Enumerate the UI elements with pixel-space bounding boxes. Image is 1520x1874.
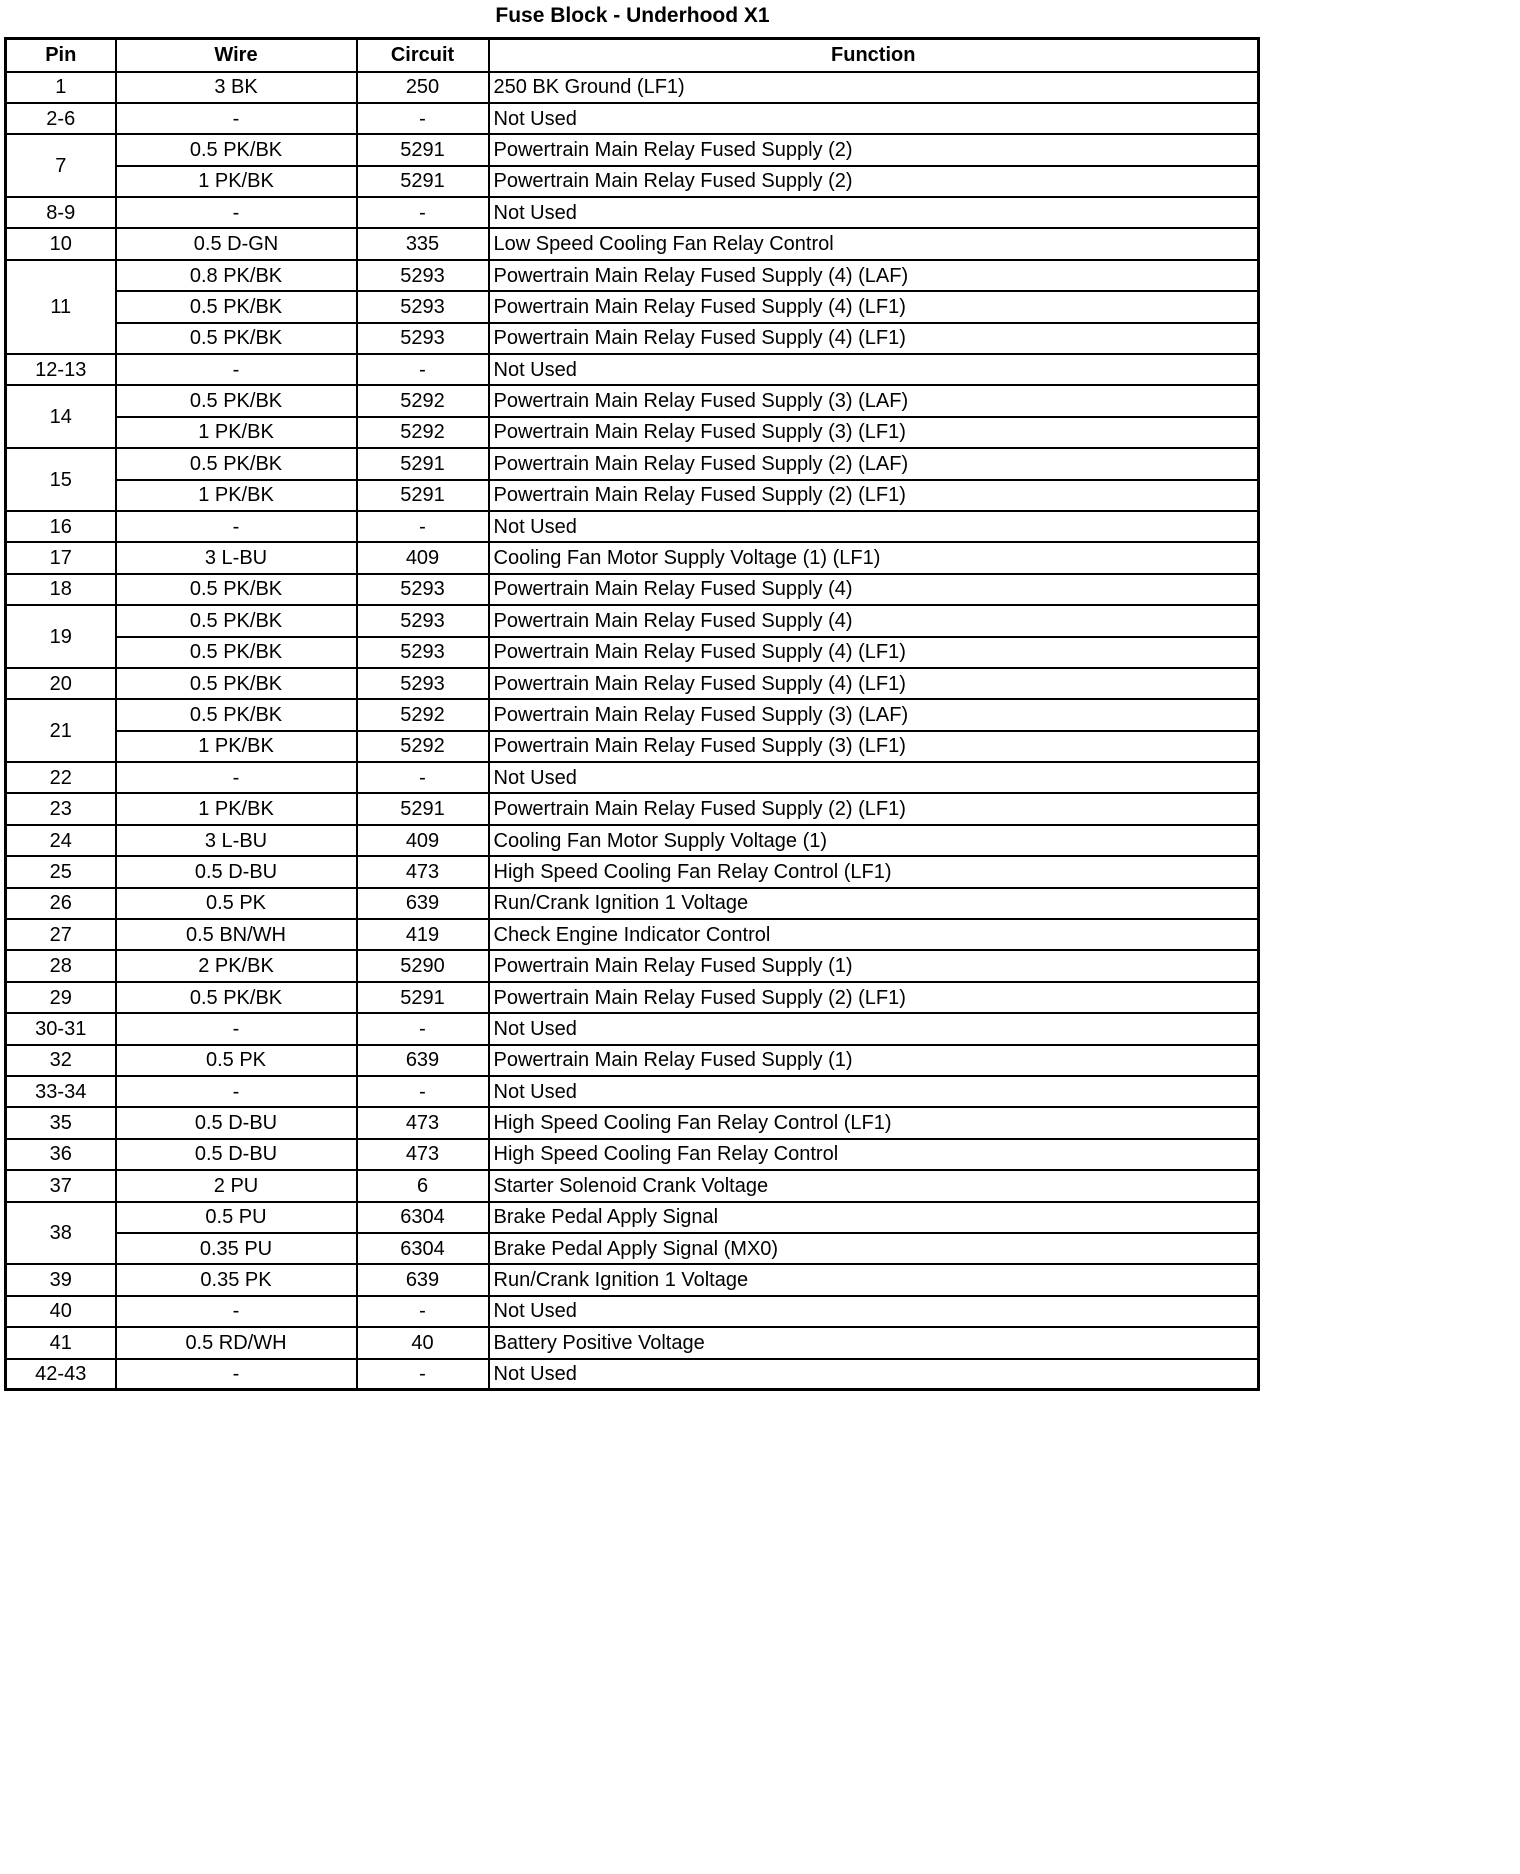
circuit-cell: - [357, 197, 489, 228]
table-row [6, 228, 1259, 259]
function-cell: Powertrain Main Relay Fused Supply (4) [489, 574, 1259, 605]
wire-cell: 0.5 PK/BK [116, 605, 357, 636]
pin-cell: 20 [6, 668, 116, 699]
wire-cell: 1 PK/BK [116, 793, 357, 824]
function-cell: Powertrain Main Relay Fused Supply (1) [489, 950, 1259, 981]
table-row [6, 1264, 1259, 1295]
circuit-cell: - [357, 1013, 489, 1044]
table-row [6, 166, 1259, 197]
pin-cell: 21 [6, 699, 116, 762]
table-row [6, 982, 1259, 1013]
function-cell: Not Used [489, 1013, 1259, 1044]
circuit-cell: 5291 [357, 480, 489, 511]
pin-cell: 24 [6, 825, 116, 856]
function-cell: Not Used [489, 354, 1259, 385]
circuit-cell: 409 [357, 542, 489, 573]
pin-cell: 41 [6, 1327, 116, 1358]
pin-cell: 39 [6, 1264, 116, 1295]
pin-cell: 40 [6, 1296, 116, 1327]
function-cell: Run/Crank Ignition 1 Voltage [489, 1264, 1259, 1295]
header-function: Function [489, 39, 1259, 72]
circuit-cell: 5293 [357, 605, 489, 636]
table-row [6, 323, 1259, 354]
circuit-cell: 473 [357, 1139, 489, 1170]
function-cell: Powertrain Main Relay Fused Supply (3) (LF1) [489, 417, 1259, 448]
table-row [6, 291, 1259, 322]
circuit-cell: 6 [357, 1170, 489, 1201]
circuit-cell: 5293 [357, 637, 489, 668]
function-cell: Powertrain Main Relay Fused Supply (4) (LF1) [489, 637, 1259, 668]
table-row [6, 637, 1259, 668]
table-row [6, 542, 1259, 573]
function-cell: Powertrain Main Relay Fused Supply (4) (LF1) [489, 291, 1259, 322]
table-row [6, 793, 1259, 824]
page-title: Fuse Block - Underhood X1 [495, 4, 770, 27]
table-row [6, 385, 1259, 416]
function-cell: Powertrain Main Relay Fused Supply (2) (LF1) [489, 480, 1259, 511]
wire-cell: 3 BK [116, 72, 357, 103]
table-row [6, 1076, 1259, 1107]
wire-cell: - [116, 511, 357, 542]
circuit-cell: - [357, 762, 489, 793]
pin-cell: 42-43 [6, 1359, 116, 1390]
wire-cell: 0.5 PK/BK [116, 574, 357, 605]
table-row [6, 1359, 1259, 1390]
wire-cell: 0.5 PK/BK [116, 637, 357, 668]
pin-cell: 14 [6, 385, 116, 448]
pin-cell: 25 [6, 856, 116, 887]
wire-cell: - [116, 103, 357, 134]
wire-cell: 0.5 D-BU [116, 1107, 357, 1138]
circuit-cell: 639 [357, 888, 489, 919]
circuit-cell: - [357, 103, 489, 134]
circuit-cell: 5293 [357, 291, 489, 322]
circuit-cell: 5291 [357, 982, 489, 1013]
pin-cell: 16 [6, 511, 116, 542]
circuit-cell: 250 [357, 72, 489, 103]
function-cell: Starter Solenoid Crank Voltage [489, 1170, 1259, 1201]
circuit-cell: 5291 [357, 793, 489, 824]
circuit-cell: 5292 [357, 385, 489, 416]
function-cell: Powertrain Main Relay Fused Supply (2) (LF1) [489, 982, 1259, 1013]
wire-cell: 0.35 PK [116, 1264, 357, 1295]
wire-cell: 1 PK/BK [116, 480, 357, 511]
pin-cell: 8-9 [6, 197, 116, 228]
circuit-cell: 5291 [357, 448, 489, 479]
wire-cell: - [116, 197, 357, 228]
wire-cell: 2 PK/BK [116, 950, 357, 981]
wire-cell: 0.5 BN/WH [116, 919, 357, 950]
pin-cell: 23 [6, 793, 116, 824]
wire-cell: 0.35 PU [116, 1233, 357, 1264]
function-cell: Not Used [489, 1359, 1259, 1390]
wire-cell: 2 PU [116, 1170, 357, 1201]
wire-cell: 0.5 PK/BK [116, 385, 357, 416]
wire-cell: 0.5 D-GN [116, 228, 357, 259]
circuit-cell: 473 [357, 856, 489, 887]
table-row [6, 354, 1259, 385]
circuit-cell: - [357, 511, 489, 542]
header-pin: Pin [6, 39, 116, 72]
pin-cell: 7 [6, 134, 116, 197]
pin-cell: 2-6 [6, 103, 116, 134]
function-cell: Battery Positive Voltage [489, 1327, 1259, 1358]
pin-cell: 26 [6, 888, 116, 919]
wire-cell: 0.5 PK/BK [116, 291, 357, 322]
pin-cell: 38 [6, 1202, 116, 1265]
function-cell: Not Used [489, 197, 1259, 228]
table-row [6, 260, 1259, 291]
circuit-cell: 5293 [357, 574, 489, 605]
circuit-cell: - [357, 354, 489, 385]
circuit-cell: 5292 [357, 731, 489, 762]
table-row [6, 1327, 1259, 1358]
table-row [6, 668, 1259, 699]
table-row [6, 448, 1259, 479]
pinout-table [4, 37, 1260, 1391]
wire-cell: 0.5 PK/BK [116, 699, 357, 730]
function-cell: Powertrain Main Relay Fused Supply (3) (LAF) [489, 385, 1259, 416]
circuit-cell: 5290 [357, 950, 489, 981]
function-cell: High Speed Cooling Fan Relay Control [489, 1139, 1259, 1170]
function-cell: Powertrain Main Relay Fused Supply (3) (LF1) [489, 731, 1259, 762]
wire-cell: - [116, 1296, 357, 1327]
pin-cell: 30-31 [6, 1013, 116, 1044]
function-cell: Not Used [489, 103, 1259, 134]
circuit-cell: 5291 [357, 134, 489, 165]
function-cell: Powertrain Main Relay Fused Supply (4) (LAF) [489, 260, 1259, 291]
pin-cell: 32 [6, 1045, 116, 1076]
circuit-cell: 6304 [357, 1202, 489, 1233]
table-row [6, 950, 1259, 981]
function-cell: Run/Crank Ignition 1 Voltage [489, 888, 1259, 919]
wire-cell: 1 PK/BK [116, 166, 357, 197]
function-cell: Powertrain Main Relay Fused Supply (2) (LAF) [489, 448, 1259, 479]
function-cell: Not Used [489, 511, 1259, 542]
pin-cell: 22 [6, 762, 116, 793]
pin-cell: 27 [6, 919, 116, 950]
pin-cell: 33-34 [6, 1076, 116, 1107]
function-cell: Brake Pedal Apply Signal (MX0) [489, 1233, 1259, 1264]
circuit-cell: 5291 [357, 166, 489, 197]
function-cell: Powertrain Main Relay Fused Supply (3) (LAF) [489, 699, 1259, 730]
function-cell: Powertrain Main Relay Fused Supply (4) [489, 605, 1259, 636]
function-cell: Powertrain Main Relay Fused Supply (4) (LF1) [489, 323, 1259, 354]
function-cell: High Speed Cooling Fan Relay Control (LF1) [489, 856, 1259, 887]
wire-cell: - [116, 762, 357, 793]
wire-cell: 0.5 PK/BK [116, 668, 357, 699]
table-row [6, 699, 1259, 730]
table-row [6, 511, 1259, 542]
table-row [6, 762, 1259, 793]
table-row [6, 197, 1259, 228]
circuit-cell: 335 [357, 228, 489, 259]
circuit-cell: 5293 [357, 668, 489, 699]
pin-cell: 18 [6, 574, 116, 605]
circuit-cell: 5292 [357, 699, 489, 730]
table-row [6, 1296, 1259, 1327]
table-header-row [6, 39, 1259, 72]
wire-cell: 1 PK/BK [116, 731, 357, 762]
function-cell: Cooling Fan Motor Supply Voltage (1) [489, 825, 1259, 856]
wire-cell: 0.5 PK [116, 1045, 357, 1076]
table-row [6, 825, 1259, 856]
pin-cell: 17 [6, 542, 116, 573]
function-cell: Powertrain Main Relay Fused Supply (2) [489, 134, 1259, 165]
function-cell: Not Used [489, 762, 1259, 793]
wire-cell: - [116, 1359, 357, 1390]
table-row [6, 1233, 1259, 1264]
function-cell: Powertrain Main Relay Fused Supply (4) (LF1) [489, 668, 1259, 699]
table-row [6, 103, 1259, 134]
function-cell: Cooling Fan Motor Supply Voltage (1) (LF1) [489, 542, 1259, 573]
wire-cell: 0.5 PK/BK [116, 448, 357, 479]
wire-cell: 0.5 PK/BK [116, 982, 357, 1013]
circuit-cell: 419 [357, 919, 489, 950]
pin-cell: 36 [6, 1139, 116, 1170]
pin-cell: 29 [6, 982, 116, 1013]
function-cell: Powertrain Main Relay Fused Supply (2) [489, 166, 1259, 197]
circuit-cell: - [357, 1076, 489, 1107]
header-circuit: Circuit [357, 39, 489, 72]
wire-cell: 0.5 RD/WH [116, 1327, 357, 1358]
wire-cell: 3 L-BU [116, 542, 357, 573]
circuit-cell: 6304 [357, 1233, 489, 1264]
wire-cell: - [116, 354, 357, 385]
pin-cell: 10 [6, 228, 116, 259]
table-row [6, 1170, 1259, 1201]
header-wire: Wire [116, 39, 357, 72]
table-row [6, 1045, 1259, 1076]
table-row [6, 856, 1259, 887]
pin-cell: 15 [6, 448, 116, 511]
circuit-cell: 473 [357, 1107, 489, 1138]
table-row [6, 1139, 1259, 1170]
function-cell: Not Used [489, 1296, 1259, 1327]
table-row [6, 919, 1259, 950]
wire-cell: 0.5 PK/BK [116, 134, 357, 165]
circuit-cell: - [357, 1296, 489, 1327]
pin-cell: 11 [6, 260, 116, 354]
table-row [6, 731, 1259, 762]
pin-cell: 37 [6, 1170, 116, 1201]
table-row [6, 605, 1259, 636]
wire-cell: - [116, 1013, 357, 1044]
circuit-cell: 639 [357, 1264, 489, 1295]
wire-cell: 3 L-BU [116, 825, 357, 856]
circuit-cell: 409 [357, 825, 489, 856]
wire-cell: - [116, 1076, 357, 1107]
wire-cell: 0.8 PK/BK [116, 260, 357, 291]
table-row [6, 574, 1259, 605]
wire-cell: 0.5 PU [116, 1202, 357, 1233]
wire-cell: 0.5 PK/BK [116, 323, 357, 354]
function-cell: Powertrain Main Relay Fused Supply (1) [489, 1045, 1259, 1076]
function-cell: 250 BK Ground (LF1) [489, 72, 1259, 103]
function-cell: Not Used [489, 1076, 1259, 1107]
wire-cell: 1 PK/BK [116, 417, 357, 448]
table-row [6, 1107, 1259, 1138]
circuit-cell: 5293 [357, 323, 489, 354]
table-row [6, 72, 1259, 103]
pin-cell: 19 [6, 605, 116, 668]
function-cell: Low Speed Cooling Fan Relay Control [489, 228, 1259, 259]
function-cell: High Speed Cooling Fan Relay Control (LF1) [489, 1107, 1259, 1138]
pin-cell: 35 [6, 1107, 116, 1138]
wire-cell: 0.5 D-BU [116, 1139, 357, 1170]
pin-cell: 12-13 [6, 354, 116, 385]
table-row [6, 480, 1259, 511]
wire-cell: 0.5 PK [116, 888, 357, 919]
pin-cell: 28 [6, 950, 116, 981]
function-cell: Powertrain Main Relay Fused Supply (2) (LF1) [489, 793, 1259, 824]
table-row [6, 417, 1259, 448]
table-row [6, 134, 1259, 165]
circuit-cell: 5293 [357, 260, 489, 291]
function-cell: Check Engine Indicator Control [489, 919, 1259, 950]
table-row [6, 888, 1259, 919]
circuit-cell: 639 [357, 1045, 489, 1076]
table-row [6, 1013, 1259, 1044]
pin-cell: 1 [6, 72, 116, 103]
circuit-cell: - [357, 1359, 489, 1390]
circuit-cell: 40 [357, 1327, 489, 1358]
table-body [6, 72, 1259, 1390]
function-cell: Brake Pedal Apply Signal [489, 1202, 1259, 1233]
circuit-cell: 5292 [357, 417, 489, 448]
wire-cell: 0.5 D-BU [116, 856, 357, 887]
table-row [6, 1202, 1259, 1233]
